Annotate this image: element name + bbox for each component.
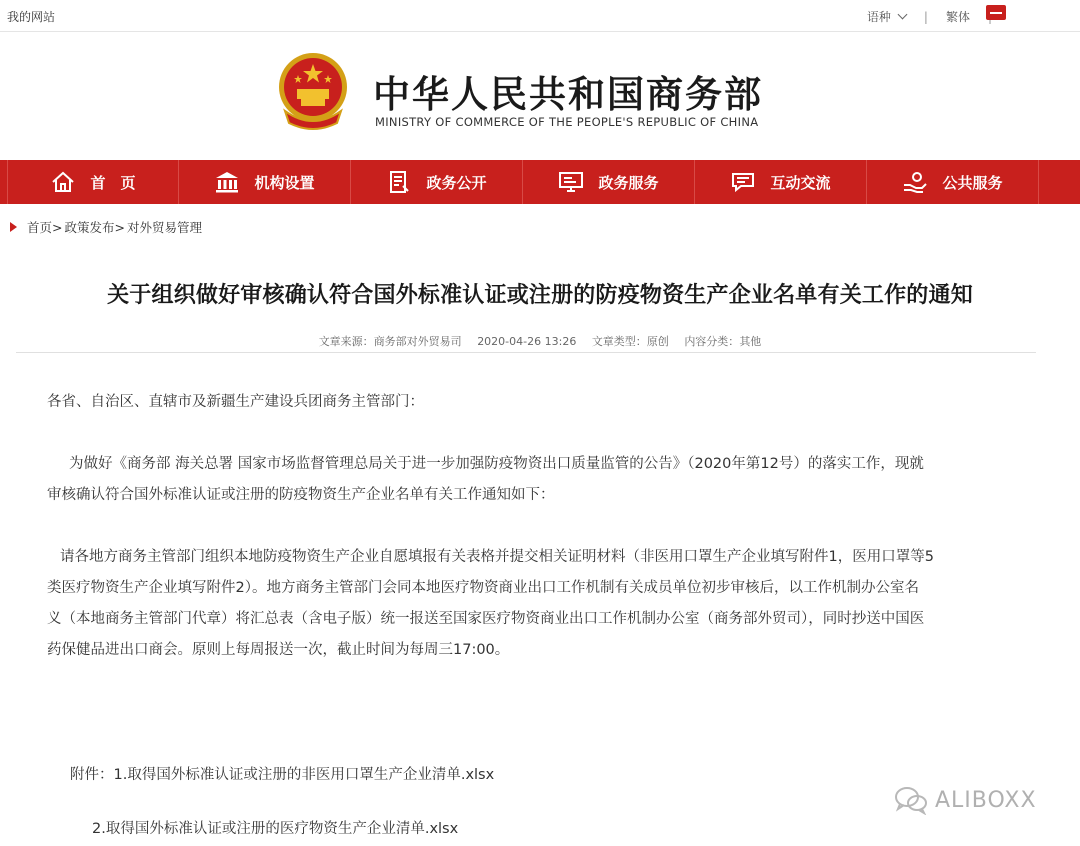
top-utility-bar [0,0,1080,32]
nav-filler [1039,160,1080,204]
meta-source: 商务部对外贸易司 [373,335,462,348]
main-nav [0,160,1080,204]
attachment-link-2[interactable]: 2.取得国外标准认证或注册的医疗物资生产企业清单.xlsx [92,821,459,837]
monitor-icon [558,169,584,195]
paragraph-2 [47,542,1007,666]
hand-service-icon [902,169,928,195]
language-selector[interactable] [867,8,906,25]
chevron-down-icon [897,10,907,20]
breadcrumb-arrow-icon [10,222,17,232]
paragraph-1-line-2: 审核确认符合国外标准认证或注册的防疫物资生产企业名单有关工作通知如下： [47,487,555,503]
meta-date: 2020-04-26 13:26 [477,335,577,348]
my-site-link[interactable]: 我的网站 [7,10,56,24]
watermark [893,785,1037,815]
nav-item-government-affairs[interactable] [351,160,523,204]
paragraph-2-line-2: 类医疗物资生产企业填写附件2）。地方商务主管部门会同本地医疗物资商业出口工作机制有关成员单位初步审核后，以工作机制办公室名 [47,580,919,596]
breadcrumb-policy[interactable]: 政策发布> [64,220,125,235]
wechat-icon [893,785,929,815]
nav-label: 互动交流 [770,173,831,192]
nav-label: 政务服务 [598,173,659,192]
nav-item-interaction[interactable] [695,160,867,204]
home-icon [50,169,76,195]
paragraph-1-line-1: 为做好《商务部 海关总署 国家市场监督管理总局关于进一步加强防疫物资出口质量监管的公告》（2020年第12号）的落实工作，现就 [69,456,924,472]
paragraph-1 [47,449,1007,511]
article-meta [0,333,1080,349]
chat-icon [730,169,756,195]
nav-item-public-services[interactable] [867,160,1039,204]
divider [16,352,1036,353]
nav-label: 机构设置 [254,173,315,192]
document-icon [386,169,412,195]
paragraph-2-line-3: 义（本地商务主管部门代章）将汇总表（含电子版）统一报送至国家医疗物资商业出口工作机制办公室（商务部外贸司），同时抄送中国医 [47,611,925,627]
mobile-icon[interactable] [986,5,1006,20]
nav-label: 首 页 [90,173,136,192]
nav-item-home[interactable] [7,160,179,204]
paragraph-2-line-4: 药保健品进出口商会。原则上每周报送一次，截止时间为每周三17:00。 [47,642,510,658]
site-header [0,32,1080,160]
nav-item-government-services[interactable] [523,160,695,204]
site-title: 中华人民共和国商务部 [373,73,763,116]
attachment-link-1[interactable]: 附件：1.取得国外标准认证或注册的非医用口罩生产企业清单.xlsx [70,767,495,783]
meta-category-label: 内容分类： [684,335,740,348]
meta-type: 原创 [646,335,669,348]
meta-category: 其他 [739,335,762,348]
breadcrumb [10,218,202,236]
nav-label: 公共服务 [942,173,1003,192]
separator: | [923,9,928,24]
breadcrumb-foreign-trade[interactable]: 对外贸易管理 [126,220,202,235]
meta-source-label: 文章来源： [318,335,374,348]
paragraph-2-line-1: 请各地方商务主管部门组织本地防疫物资生产企业自愿填报有关表格并提交相关证明材料（非医用口罩生产企业填写附件1，医用口罩等5 [60,549,934,565]
breadcrumb-home[interactable]: 首页> [27,220,63,235]
watermark-text: ALIBOXX [935,787,1037,813]
article-title: 关于组织做好审核确认符合国外标准认证或注册的防疫物资生产企业名单有关工作的通知 [107,283,973,308]
greeting: 各省、自治区、直辖市及新疆生产建设兵团商务主管部门： [47,394,424,410]
nav-label: 政务公开 [426,173,487,192]
institution-icon [214,169,240,195]
national-emblem-icon [275,51,351,131]
traditional-chinese-link[interactable]: 繁体 [945,10,970,24]
site-subtitle: MINISTRY OF COMMERCE OF THE PEOPLE'S REPUBLIC OF CHINA [375,115,759,129]
meta-type-label: 文章类型： [591,335,647,348]
nav-item-institution[interactable] [179,160,351,204]
language-label: 语种 [866,10,891,24]
